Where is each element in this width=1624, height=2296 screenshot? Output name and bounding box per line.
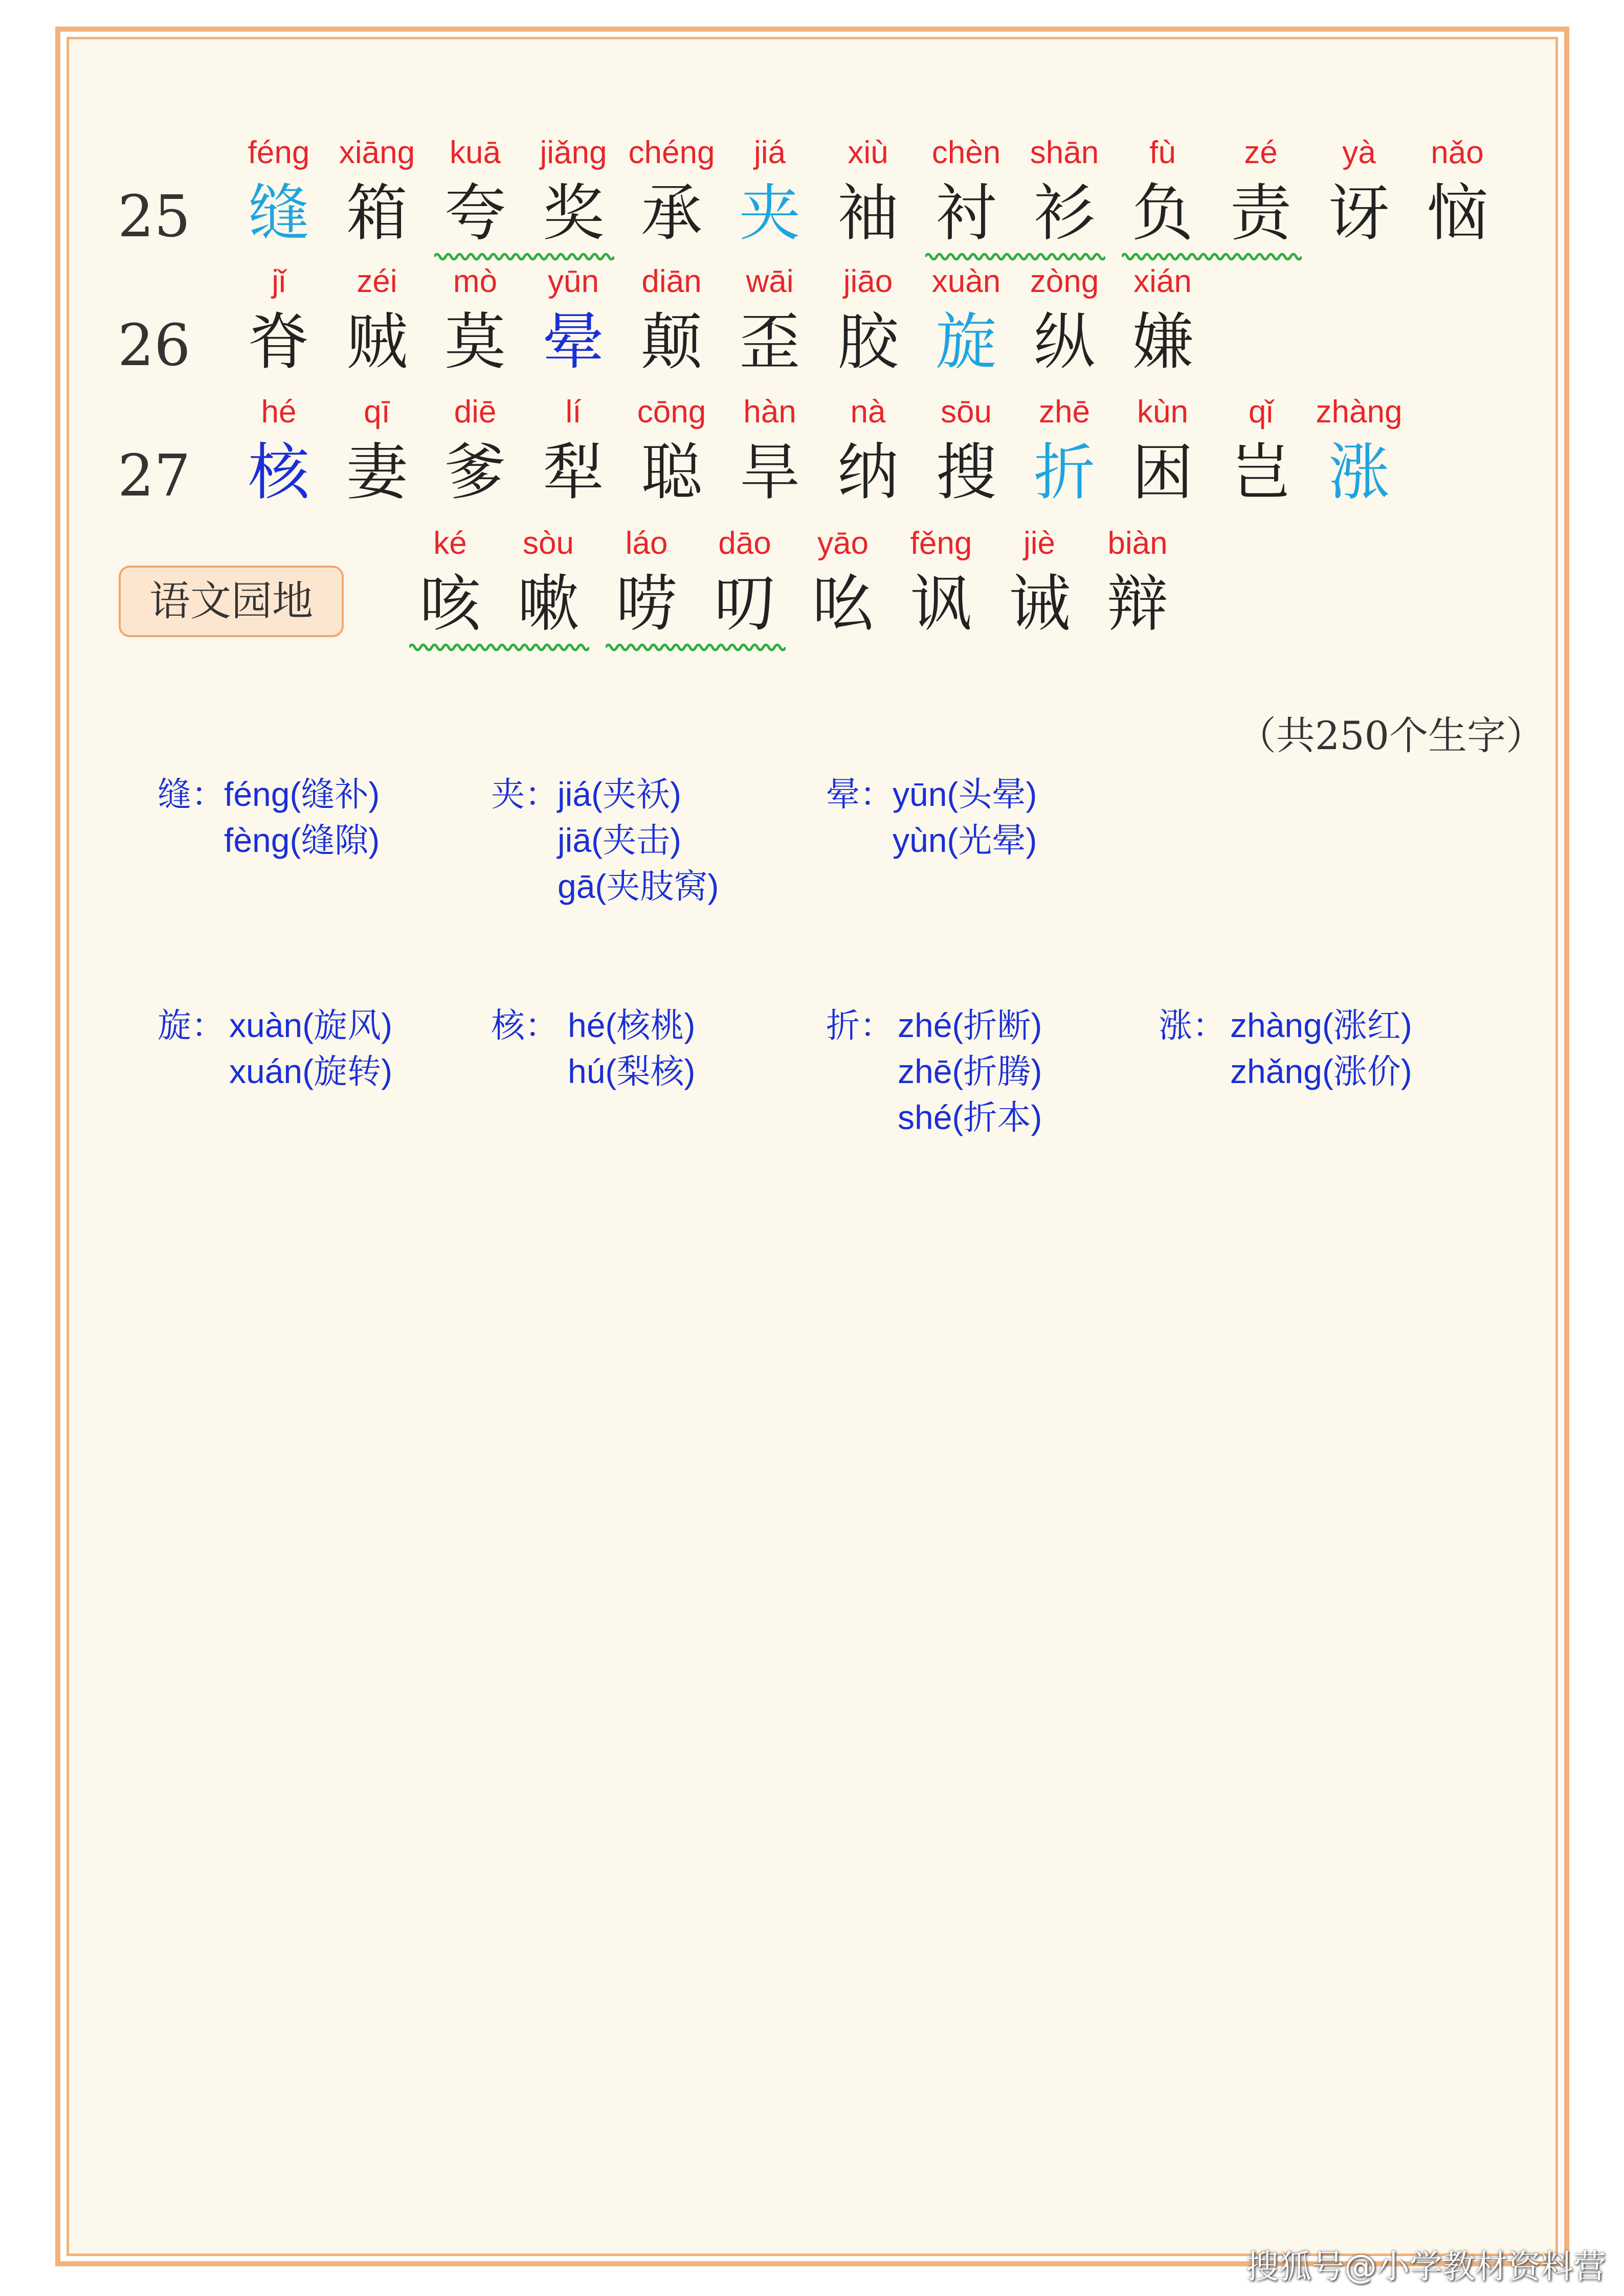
polyphone-reading: zhé(折断) [898,1006,1042,1044]
hanzi: 嗽 [518,569,579,640]
polyphone-char: 夹： [491,775,559,813]
char-cell [427,135,524,249]
hanzi: 奖 [543,178,604,249]
hanzi: 爹 [444,437,506,508]
hanzi: 恼 [1427,178,1488,249]
hanzi: 搜 [936,437,997,508]
char-cell [1114,264,1211,378]
pinyin: jiāo [843,264,893,299]
char-cell [819,394,917,508]
pinyin: kùn [1137,394,1188,430]
yuwen-yuandi-label: 语文园地 [119,566,344,637]
pinyin: yà [1342,135,1376,170]
char-cell [1212,394,1309,508]
lesson-number: 27 [118,443,191,509]
char-cell [328,394,426,508]
polyphone-reading: jiá(夹袄) [558,775,681,813]
pinyin: jiá [753,135,786,170]
char-cell [1310,394,1408,508]
pinyin: shān [1030,135,1099,170]
hanzi: 岂 [1230,437,1292,508]
pinyin: mò [453,264,498,299]
char-cell [794,526,892,640]
char-cell [1114,135,1211,249]
hanzi: 讶 [1328,178,1390,249]
hanzi: 折 [1034,437,1095,508]
char-cell [1016,264,1113,378]
hanzi: 脊 [248,307,309,378]
pinyin: nǎo [1431,135,1484,170]
hanzi: 晕 [543,307,604,378]
polyphone-char: 核： [491,1006,559,1044]
char-cell [525,394,622,508]
pinyin: kuā [450,135,501,170]
pinyin: xuàn [931,264,1001,299]
pinyin: nà [850,394,886,430]
pinyin: xiāng [339,135,415,170]
hanzi: 纳 [837,437,899,508]
char-cell [819,264,917,378]
wavy-underline [606,641,786,654]
pinyin: féng [248,135,310,170]
pinyin: zéi [357,264,397,299]
polyphone-char: 涨： [1159,1006,1226,1044]
pinyin: zé [1244,135,1278,170]
pinyin: sòu [523,526,574,561]
char-cell [427,264,524,378]
pinyin: láo [625,526,668,561]
wavy-underline [434,251,614,263]
hanzi: 袖 [837,178,899,249]
hanzi: 纵 [1034,307,1095,378]
hanzi: 讽 [910,569,972,640]
char-cell [623,264,720,378]
polyphone-reading: zhǎng(涨价) [1230,1052,1412,1090]
total-count: （共250个生字） [1237,713,1545,758]
hanzi: 旱 [739,437,800,508]
lesson-number: 26 [118,312,191,379]
wavy-underline [1122,251,1302,263]
char-cell [402,526,499,640]
hanzi: 唠 [616,569,677,640]
polyphone-reading: zhē(折腾) [898,1052,1042,1090]
pinyin: jǐ [272,264,286,299]
char-cell [721,135,818,249]
pinyin: hé [261,394,297,430]
hanzi: 涨 [1328,437,1390,508]
pinyin: diān [641,264,702,299]
char-cell [721,394,818,508]
hanzi: 诫 [1009,569,1070,640]
hanzi: 贼 [346,307,408,378]
pinyin: diē [454,394,497,430]
hanzi: 责 [1230,178,1292,249]
polyphone-reading: gā(夹肢窝) [558,867,719,905]
char-cell [918,394,1015,508]
char-cell [918,264,1015,378]
char-cell [230,135,327,249]
polyphone-reading: yūn(头晕) [893,775,1037,813]
pinyin: jiè [1023,526,1056,561]
char-cell [500,526,597,640]
polyphone-char: 折： [826,1006,894,1044]
hanzi: 夹 [739,178,800,249]
hanzi: 夸 [444,178,506,249]
pinyin: ké [433,526,467,561]
char-cell [1212,135,1309,249]
polyphone-char: 晕： [826,775,894,813]
pinyin: yūn [548,264,599,299]
char-cell [427,394,524,508]
char-cell [721,264,818,378]
char-cell [525,264,622,378]
hanzi: 负 [1132,178,1193,249]
pinyin: chèn [931,135,1001,170]
char-cell [598,526,695,640]
hanzi: 歪 [739,307,800,378]
polyphone-reading: féng(缝补) [224,775,380,813]
char-cell [230,264,327,378]
pinyin: jiǎng [540,135,607,170]
char-cell [918,135,1015,249]
pinyin: zhē [1039,394,1090,430]
char-cell [230,394,327,508]
hanzi: 犁 [543,437,604,508]
hanzi: 胶 [837,307,899,378]
polyphone-reading: fèng(缝隙) [224,821,380,859]
hanzi: 吆 [812,569,874,640]
polyphone-reading: jiā(夹击) [558,821,681,859]
polyphone-char: 缝： [158,775,225,813]
pinyin: fěng [910,526,972,561]
wavy-underline [925,251,1105,263]
polyphone-char: 旋： [158,1006,225,1044]
pinyin: hàn [743,394,796,430]
polyphone-reading: yùn(光晕) [893,821,1037,859]
polyphone-reading: shé(折本) [898,1098,1042,1136]
hanzi: 咳 [419,569,481,640]
hanzi: 核 [248,437,309,508]
pinyin: cōng [637,394,706,430]
pinyin: xiù [848,135,888,170]
hanzi: 莫 [444,307,506,378]
hanzi: 嫌 [1132,307,1193,378]
hanzi: 颠 [641,307,702,378]
hanzi: 辩 [1107,569,1168,640]
pinyin: wāi [746,264,794,299]
polyphone-reading: hú(梨核) [568,1052,696,1090]
wavy-underline [409,641,589,654]
char-cell [696,526,793,640]
hanzi: 叨 [714,569,775,640]
pinyin: sōu [941,394,992,430]
char-cell [623,135,720,249]
char-cell [1089,526,1186,640]
hanzi: 旋 [936,307,997,378]
char-cell [328,264,426,378]
pinyin: dāo [718,526,771,561]
hanzi: 衬 [936,178,997,249]
hanzi: 缝 [248,178,309,249]
char-cell [1016,135,1113,249]
pinyin: chéng [628,135,715,170]
char-cell [328,135,426,249]
hanzi: 聪 [641,437,702,508]
char-cell [991,526,1088,640]
hanzi: 妻 [346,437,408,508]
pinyin: yāo [817,526,869,561]
hanzi: 承 [641,178,702,249]
hanzi: 困 [1132,437,1193,508]
watermark: 搜狐号@小学教材资料营 [1246,2248,1606,2286]
pinyin: zhàng [1316,394,1403,430]
pinyin: lí [565,394,582,430]
char-cell [623,394,720,508]
char-cell [1114,394,1211,508]
pinyin: qǐ [1248,394,1274,430]
char-cell [1409,135,1506,249]
pinyin: biàn [1107,526,1168,561]
pinyin: fù [1149,135,1176,170]
polyphone-reading: xuàn(旋风) [229,1006,393,1044]
char-cell [1310,135,1408,249]
hanzi: 箱 [346,178,408,249]
char-cell [1016,394,1113,508]
pinyin: zòng [1030,264,1099,299]
lesson-number: 25 [118,184,191,250]
char-cell [893,526,990,640]
hanzi: 衫 [1034,178,1095,249]
polyphone-reading: hé(核桃) [568,1006,696,1044]
polyphone-reading: zhàng(涨红) [1230,1006,1412,1044]
char-cell [525,135,622,249]
char-cell [819,135,917,249]
polyphone-reading: xuán(旋转) [229,1052,393,1090]
pinyin: xián [1133,264,1192,299]
pinyin: qī [364,394,390,430]
